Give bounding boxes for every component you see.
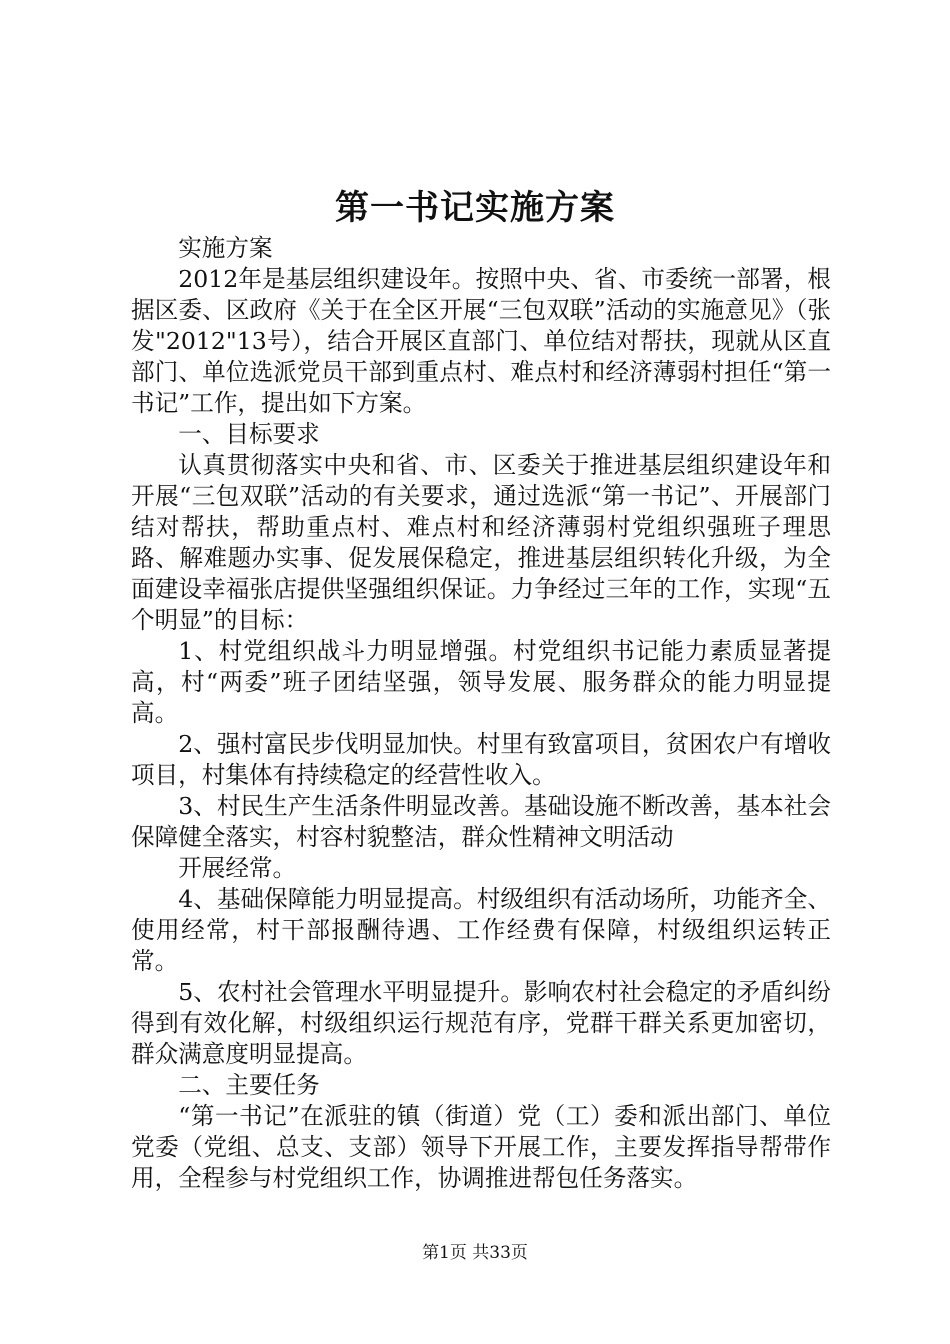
document-body <box>131 233 831 1194</box>
section-heading-tasks: 二、主要任务 <box>178 1071 320 1099</box>
paragraph-intro-label: 实施方案 <box>178 234 273 262</box>
list-item-goal-3: 3、村民生产生活条件明显改善。基础设施不断改善，基本社会保障健全落实，村容村貌整洁，群众性精神文明活动 <box>131 792 831 851</box>
paragraph-goals: 认真贯彻落实中央和省、市、区委关于推进基层组织建设年和开展“三包双联”活动的有关要求，通过选派“第一书记”、开展部门结对帮扶，帮助重点村、难点村和经济薄弱村党组织强班子理思路、解难题办实事、促发展保稳定，推进基层组织转化升级，为全面建设幸福张店提供坚强组织保证。力争经过三年的工作，实现“五个明显”的目标： <box>131 451 831 634</box>
page-total: 共33页 <box>472 1243 528 1263</box>
page-number: 第1页 <box>422 1243 467 1263</box>
list-item-goal-1: 1、村党组织战斗力明显增强。村党组织书记能力素质显著提高，村“两委”班子团结坚强，领导发展、服务群众的能力明显提高。 <box>131 637 831 727</box>
list-item-goal-2: 2、强村富民步伐明显加快。村里有致富项目，贫困农户有增收项目，村集体有持续稳定的经营性收入。 <box>131 730 831 789</box>
document-title: 第一书记实施方案 <box>335 188 615 228</box>
paragraph-tasks: “第一书记”在派驻的镇（街道）党（工）委和派出部门、单位党委（党组、总支、支部）领导下开展工作，主要发挥指导帮带作用，全程参与村党组织工作，协调推进帮包任务落实。 <box>131 1102 831 1192</box>
paragraph-background: 2012年是基层组织建设年。按照中央、省、市委统一部署，根据区委、区政府《关于在全区开展“三包双联”活动的实施意见》（张发"2012"13号），结合开展区直部门、单位结对帮扶，现就从区直部门、单位选派党员干部到重点村、难点村和经济薄弱村担任“第一书记”工作，提出如下方案。 <box>131 265 831 417</box>
list-item-goal-3-continued: 开展经常。 <box>178 854 297 882</box>
list-item-goal-5: 5、农村社会管理水平明显提升。影响农村社会稳定的矛盾纠纷得到有效化解，村级组织运行规范有序，党群干群关系更加密切，群众满意度明显提高。 <box>131 978 831 1068</box>
section-heading-goals: 一、目标要求 <box>178 420 320 448</box>
list-item-goal-4: 4、基础保障能力明显提高。村级组织有活动场所，功能齐全、使用经常，村干部报酬待遇、工作经费有保障，村级组织运转正常。 <box>131 885 831 975</box>
page-footer <box>0 1241 950 1265</box>
